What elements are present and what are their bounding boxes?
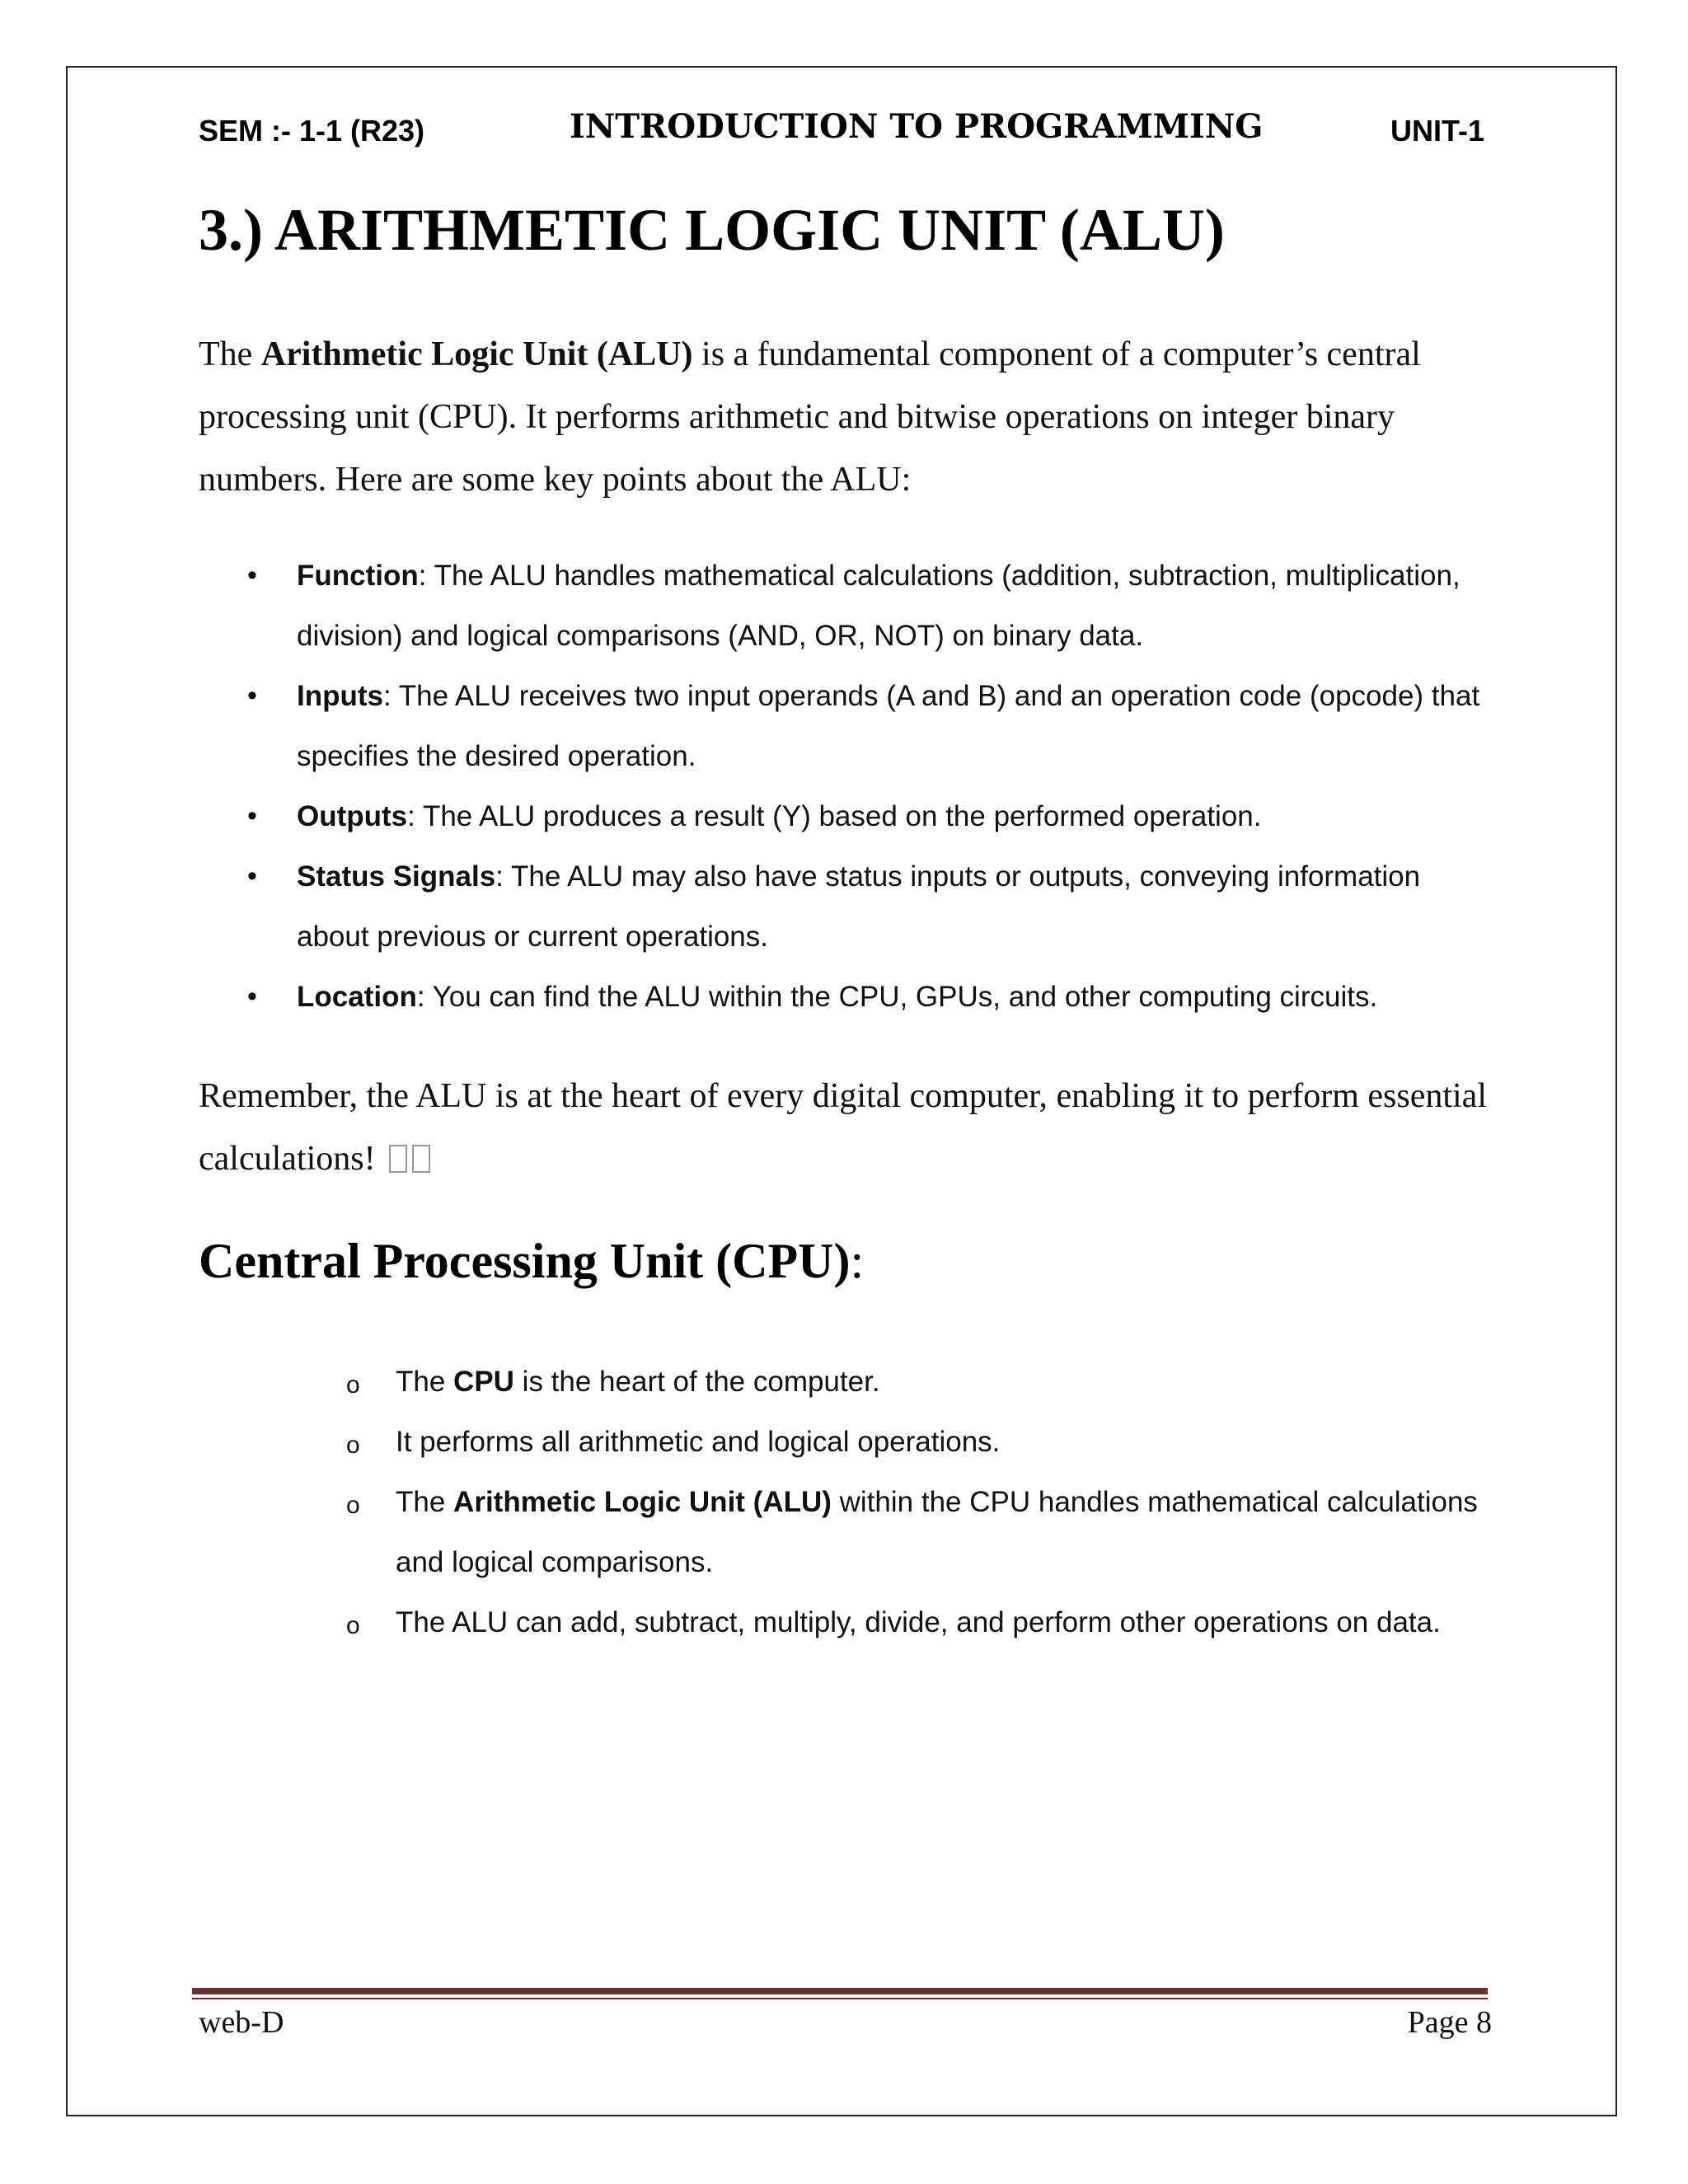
point-text: : You can find the ALU within the CPU, GPUs, and other computing circuits. <box>416 981 1378 1013</box>
bullet-icon: • <box>247 800 257 832</box>
missing-glyph-icon <box>389 1145 407 1173</box>
point-text-before: It performs all arithmetic and logical operations. <box>396 1426 1001 1458</box>
cpu-heading-text: Central Processing Unit (CPU) <box>199 1234 851 1288</box>
circle-bullet-icon: o <box>346 1612 360 1639</box>
list-item <box>346 1412 1484 1472</box>
point-text-before: The <box>396 1486 454 1518</box>
list-item <box>346 1472 1484 1592</box>
list-item <box>247 666 1484 786</box>
circle-bullet-icon: o <box>346 1492 360 1519</box>
list-item <box>247 786 1484 846</box>
list-item <box>247 546 1484 666</box>
point-term: Status Signals <box>297 860 496 893</box>
list-item <box>346 1592 1484 1652</box>
point-text: : The ALU may also have status inputs or outputs, conveying information about previous or current operations. <box>297 860 1421 953</box>
point-text-after: within the CPU handles mathematical calculations and logical comparisons. <box>396 1486 1478 1578</box>
remember-paragraph <box>199 1065 1501 1190</box>
point-term: Inputs <box>297 680 383 712</box>
bullet-icon: • <box>247 981 257 1012</box>
bullet-icon: • <box>247 860 257 892</box>
point-term: Location <box>297 981 417 1013</box>
page-number: Page 8 <box>1407 2005 1492 2040</box>
cpu-heading-colon: : <box>850 1234 865 1288</box>
point-text: : The ALU receives two input operands (A and B) and an operation code (opcode) that specifies the desired operation. <box>297 680 1480 772</box>
intro-text-after: is a fundamental component of a computer’s central processing unit (CPU). It performs arithmetic and bitwise operations on integer binary numbers. Here are some key points about the ALU: <box>199 335 1421 499</box>
point-text: : The ALU handles mathematical calculations (addition, subtraction, multiplication, division) and logical comparisons (AND, OR, NOT) on binary data. <box>297 560 1461 652</box>
bullet-icon: • <box>247 680 257 711</box>
point-bold: Arithmetic Logic Unit (ALU) <box>453 1486 832 1518</box>
section-title: 3.) ARITHMETIC LOGIC UNIT (ALU) <box>199 197 1225 263</box>
list-item <box>247 967 1484 1027</box>
point-text: : The ALU produces a result (Y) based on the performed operation. <box>407 800 1262 832</box>
footer-divider <box>192 1988 1488 1999</box>
intro-text-before: The <box>199 335 261 373</box>
point-bold: CPU <box>453 1366 514 1398</box>
header-semester: SEM :- 1-1 (R23) <box>199 114 425 148</box>
remember-text: Remember, the ALU is at the heart of every digital computer, enabling it to perform essential calculations! <box>199 1077 1487 1178</box>
missing-glyph-icon <box>412 1145 430 1173</box>
point-term: Outputs <box>297 800 408 832</box>
list-item <box>247 846 1484 967</box>
point-text-after: is the heart of the computer. <box>513 1366 880 1398</box>
point-term: Function <box>297 560 419 592</box>
cpu-heading <box>199 1233 864 1290</box>
page-header <box>199 107 1484 148</box>
intro-bold-term: Arithmetic Logic Unit (ALU) <box>260 335 693 373</box>
footer-author: web-D <box>199 2005 284 2040</box>
point-text-before: The ALU can add, subtract, multiply, divide, and perform other operations on data. <box>396 1606 1441 1638</box>
header-course-title: INTRODUCTION TO PROGRAMMING <box>570 107 1264 146</box>
alu-key-points-list <box>247 546 1484 1027</box>
list-item <box>346 1352 1484 1412</box>
circle-bullet-icon: o <box>346 1432 360 1459</box>
cpu-points-list <box>346 1352 1484 1652</box>
header-unit: UNIT-1 <box>1390 114 1484 148</box>
bullet-icon: • <box>247 560 257 591</box>
point-text-before: The <box>396 1366 454 1398</box>
circle-bullet-icon: o <box>346 1371 360 1399</box>
intro-paragraph <box>199 323 1501 511</box>
